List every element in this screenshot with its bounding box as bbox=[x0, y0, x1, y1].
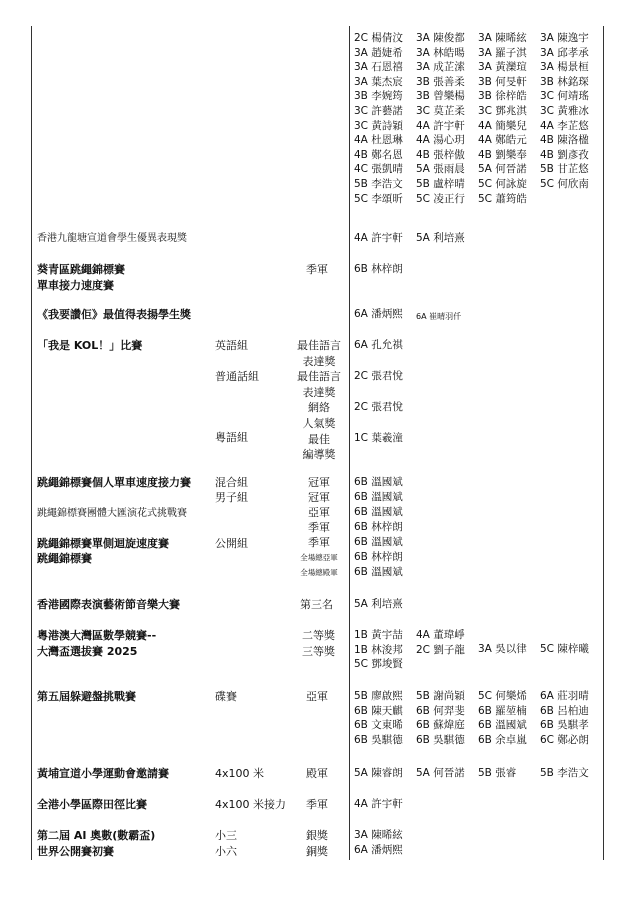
name-item: 4A 鄭皓元 bbox=[478, 134, 527, 147]
name-item: 1B 林浚邦 bbox=[354, 643, 403, 656]
name-item: 3A 陳俊都 bbox=[416, 32, 465, 44]
name-column-4 bbox=[540, 31, 589, 192]
name-item: 3A 黃灤瑄 bbox=[478, 61, 527, 74]
name-item: 5C 何欣南 bbox=[540, 177, 589, 190]
name-item: 6B 溫國斌 bbox=[478, 719, 527, 732]
name-item: 3B 徐梓皓 bbox=[478, 90, 527, 103]
name-item: 3C 黃雅冰 bbox=[540, 104, 589, 117]
event-title: 跳繩錦標賽個人單車速度接力賽 bbox=[37, 476, 191, 489]
group-label: 混合組 bbox=[215, 476, 248, 489]
name-item: 3A 陳晞絃 bbox=[478, 32, 527, 44]
name-item: 6B 吳騏孝 bbox=[540, 719, 589, 732]
name-item: 4A 李芷悠 bbox=[540, 119, 589, 132]
group-label: 小三 小六 bbox=[215, 829, 237, 858]
name-item: 4B 張梓傲 bbox=[416, 148, 465, 161]
award-label: 殿軍 bbox=[306, 767, 328, 780]
name-item: 5B 甘芷悠 bbox=[540, 163, 589, 176]
name-item: 3A 石恩禧 bbox=[354, 61, 403, 74]
name-item: 6A 潘炳熙 bbox=[354, 308, 403, 320]
name-item: 5B 張睿 bbox=[478, 767, 517, 779]
name-item: 3B 李婉筠 bbox=[354, 90, 403, 103]
name-item: 5B 盧梓晴 bbox=[416, 177, 465, 190]
name-column bbox=[354, 689, 403, 747]
event-title: 跳繩錦標賽單側迴旋速度賽 bbox=[37, 537, 169, 550]
name-item: 6B 溫國斌 bbox=[354, 491, 403, 503]
award-label: 季軍 bbox=[306, 263, 328, 276]
name-item: 5C 鄧埈賢 bbox=[354, 658, 403, 671]
name-item: 5C 蕭筠皓 bbox=[478, 192, 527, 205]
award-label: 銀獎 銅獎 bbox=[306, 829, 328, 858]
name-item: 5B 李浩文 bbox=[354, 177, 403, 190]
group-label: 粵語組 bbox=[215, 431, 248, 444]
name-item: 6A 孔允祺 bbox=[354, 339, 403, 351]
name-item: 6B 陳天麒 bbox=[354, 704, 403, 717]
award-label: 最佳語言 表達獎 最佳語言 表達獎 網絡 人氣獎 最佳 編導獎 bbox=[297, 339, 341, 462]
name-item: 3C 鄧兆淇 bbox=[478, 104, 527, 117]
name-item: 6B 林梓朗 bbox=[354, 551, 403, 563]
name-item: 3A 林皓暘 bbox=[416, 46, 465, 59]
name-item: 5B 李浩文 bbox=[540, 767, 589, 779]
name-column bbox=[354, 828, 403, 857]
group-label: 碟賽 bbox=[215, 690, 237, 703]
name-item: 6B 吳騏德 bbox=[354, 733, 403, 746]
name-item: 6B 蘇煒庭 bbox=[416, 719, 465, 732]
name-item: 6A 崔晴羽仟 bbox=[416, 312, 462, 321]
award-label: 冠軍 冠軍 亞軍 季軍 季軍 全場總亞軍 全場總殿軍 bbox=[300, 476, 338, 577]
name-item: 5C 凌正行 bbox=[416, 192, 465, 205]
name-column-1 bbox=[354, 31, 403, 206]
name-item: 4B 劉彥孜 bbox=[540, 148, 589, 161]
name-item: 5C 陳梓曦 bbox=[540, 643, 589, 655]
event-title: 《我要讚佢》最值得表揚學生獎 bbox=[37, 308, 191, 321]
name-item: 5B 廖啟熙 bbox=[354, 690, 403, 702]
event-title: 葵青區跳繩錦標賽 單車接力速度賽 bbox=[37, 263, 125, 292]
name-item: 6A 潘炳熙 bbox=[354, 843, 403, 856]
event-title: 跳繩錦標賽團體大匯演花式挑戰賽 bbox=[37, 508, 187, 519]
name-item: 6B 溫國斌 bbox=[354, 476, 403, 488]
name-item: 6C 鄭必朗 bbox=[540, 733, 589, 746]
name-item: 4A 董瑋崢 bbox=[416, 629, 465, 641]
event-title: 跳繩錦標賽 bbox=[37, 552, 92, 565]
group-label: 普通話組 bbox=[215, 370, 259, 383]
name-item: 6B 溫國斌 bbox=[354, 536, 403, 548]
name-item: 6B 余卓嵐 bbox=[478, 733, 527, 746]
name-item: 6B 溫國斌 bbox=[354, 566, 403, 578]
name-item: 5A 利培熹 bbox=[354, 598, 403, 610]
name-item: 3B 曾樂楊 bbox=[416, 90, 465, 103]
name-item: 4A 許宇軒 bbox=[416, 119, 465, 132]
name-item: 3A 楊景桓 bbox=[540, 61, 589, 74]
name-item: 6A 莊羽晴 bbox=[540, 690, 589, 702]
name-item: 3C 黃詩穎 bbox=[354, 119, 403, 132]
name-item: 4A 簡樂兒 bbox=[478, 119, 527, 132]
name-item: 4A 許宇軒 bbox=[354, 798, 403, 810]
name-item: 3A 趙婕希 bbox=[354, 46, 403, 59]
award-label: 二等獎 三等獎 bbox=[302, 629, 335, 658]
name-column bbox=[540, 689, 589, 747]
name-item: 4A 許宇軒 bbox=[354, 232, 403, 244]
name-item: 6B 溫國斌 bbox=[354, 506, 403, 518]
name-item: 6B 文東晞 bbox=[354, 719, 403, 732]
name-item: 5A 何晉諾 bbox=[416, 767, 465, 779]
name-item: 2C 楊倩汶 bbox=[354, 32, 403, 44]
name-item: 4B 鄭名恩 bbox=[354, 148, 403, 161]
name-item: 5A 利培熹 bbox=[416, 232, 465, 244]
name-item: 5A 張雨晨 bbox=[416, 163, 465, 176]
group-label: 4x100 米接力 bbox=[215, 798, 287, 811]
name-item: 3A 陳晞絃 bbox=[354, 829, 403, 841]
name-item: 6B 林梓朗 bbox=[354, 521, 403, 533]
event-title: 香港國際表演藝術節音樂大賽 bbox=[37, 598, 180, 611]
name-item: 3C 何靖瑤 bbox=[540, 90, 589, 103]
event-title: 「我是 KOL！」比賽 bbox=[37, 339, 143, 352]
name-item: 2C 劉子龍 bbox=[416, 643, 465, 656]
name-item: 3A 邱孝承 bbox=[540, 46, 589, 59]
group-label: 英語組 bbox=[215, 339, 248, 352]
name-item: 4B 陳洛楹 bbox=[540, 134, 589, 147]
name-item: 3A 葉杰宸 bbox=[354, 75, 403, 88]
event-title: 第五屆躲避盤挑戰賽 bbox=[37, 690, 136, 703]
name-item: 3A 陳逸宇 bbox=[540, 32, 589, 44]
name-column bbox=[354, 475, 403, 580]
name-item: 3A 羅子淇 bbox=[478, 46, 527, 59]
event-title: 粵港澳大灣區數學競賽-- 大灣盃選拔賽 2025 bbox=[37, 629, 157, 658]
name-item: 6B 吳騏德 bbox=[416, 733, 465, 746]
name-item: 3A 成芷溹 bbox=[416, 61, 465, 74]
group-label: 公開組 bbox=[215, 537, 248, 550]
name-column bbox=[416, 689, 465, 747]
name-item: 3B 林銘琛 bbox=[540, 75, 589, 88]
event-title: 第二屆 AI 奧數(數霸盃) 世界公開賽初賽 bbox=[37, 829, 156, 858]
name-item: 6B 何羿斐 bbox=[416, 704, 465, 717]
table-border-left bbox=[31, 26, 32, 860]
name-item: 4B 劉樂奉 bbox=[478, 148, 527, 161]
name-column bbox=[416, 628, 465, 657]
award-label: 第三名 bbox=[300, 598, 333, 611]
name-column bbox=[354, 628, 403, 672]
group-label: 男子組 bbox=[215, 491, 248, 504]
name-item: 3B 何旻軒 bbox=[478, 75, 527, 88]
name-item: 3C 許藝諾 bbox=[354, 104, 403, 117]
name-column bbox=[478, 689, 527, 747]
name-item: 5B 謝尚穎 bbox=[416, 690, 465, 702]
event-title: 香港九龍塘宣道會學生優異表現獎 bbox=[37, 233, 187, 244]
name-item: 1B 黃宇喆 bbox=[354, 629, 403, 641]
event-title: 黃埔宣道小學運動會邀請賽 bbox=[37, 767, 169, 780]
name-item: 5A 何晉諾 bbox=[478, 163, 527, 176]
name-item: 5C 何樂烯 bbox=[478, 690, 527, 702]
name-item: 5A 陳睿朗 bbox=[354, 767, 403, 779]
table-divider bbox=[349, 26, 350, 860]
name-item: 4A 杜恩琳 bbox=[354, 134, 403, 147]
name-item: 2C 張君悅 bbox=[354, 370, 403, 382]
name-item: 4A 湯心玥 bbox=[416, 134, 465, 147]
name-item: 6B 羅堃楠 bbox=[478, 704, 527, 717]
name-item: 3A 吳以律 bbox=[478, 643, 527, 655]
name-item: 3B 張善柔 bbox=[416, 75, 465, 88]
name-item: 4C 張凱晴 bbox=[354, 163, 403, 176]
name-item: 5C 李頌昕 bbox=[354, 192, 403, 205]
name-column-2 bbox=[416, 31, 465, 206]
name-item: 6B 林梓朗 bbox=[354, 263, 403, 275]
name-item: 3C 莫芷柔 bbox=[416, 104, 465, 117]
name-item: 6B 呂柏迪 bbox=[540, 704, 589, 717]
name-column-3 bbox=[478, 31, 527, 206]
name-item: 2C 張君悅 bbox=[354, 401, 403, 413]
name-item: 1C 葉羲潼 bbox=[354, 432, 403, 444]
group-label: 4x100 米 bbox=[215, 767, 265, 780]
event-title: 全港小學區際田徑比賽 bbox=[37, 798, 147, 811]
name-item: 5C 何詠旋 bbox=[478, 177, 527, 190]
table-border-right bbox=[603, 26, 604, 860]
award-label: 亞軍 bbox=[306, 690, 328, 703]
award-label: 季軍 bbox=[306, 798, 328, 811]
